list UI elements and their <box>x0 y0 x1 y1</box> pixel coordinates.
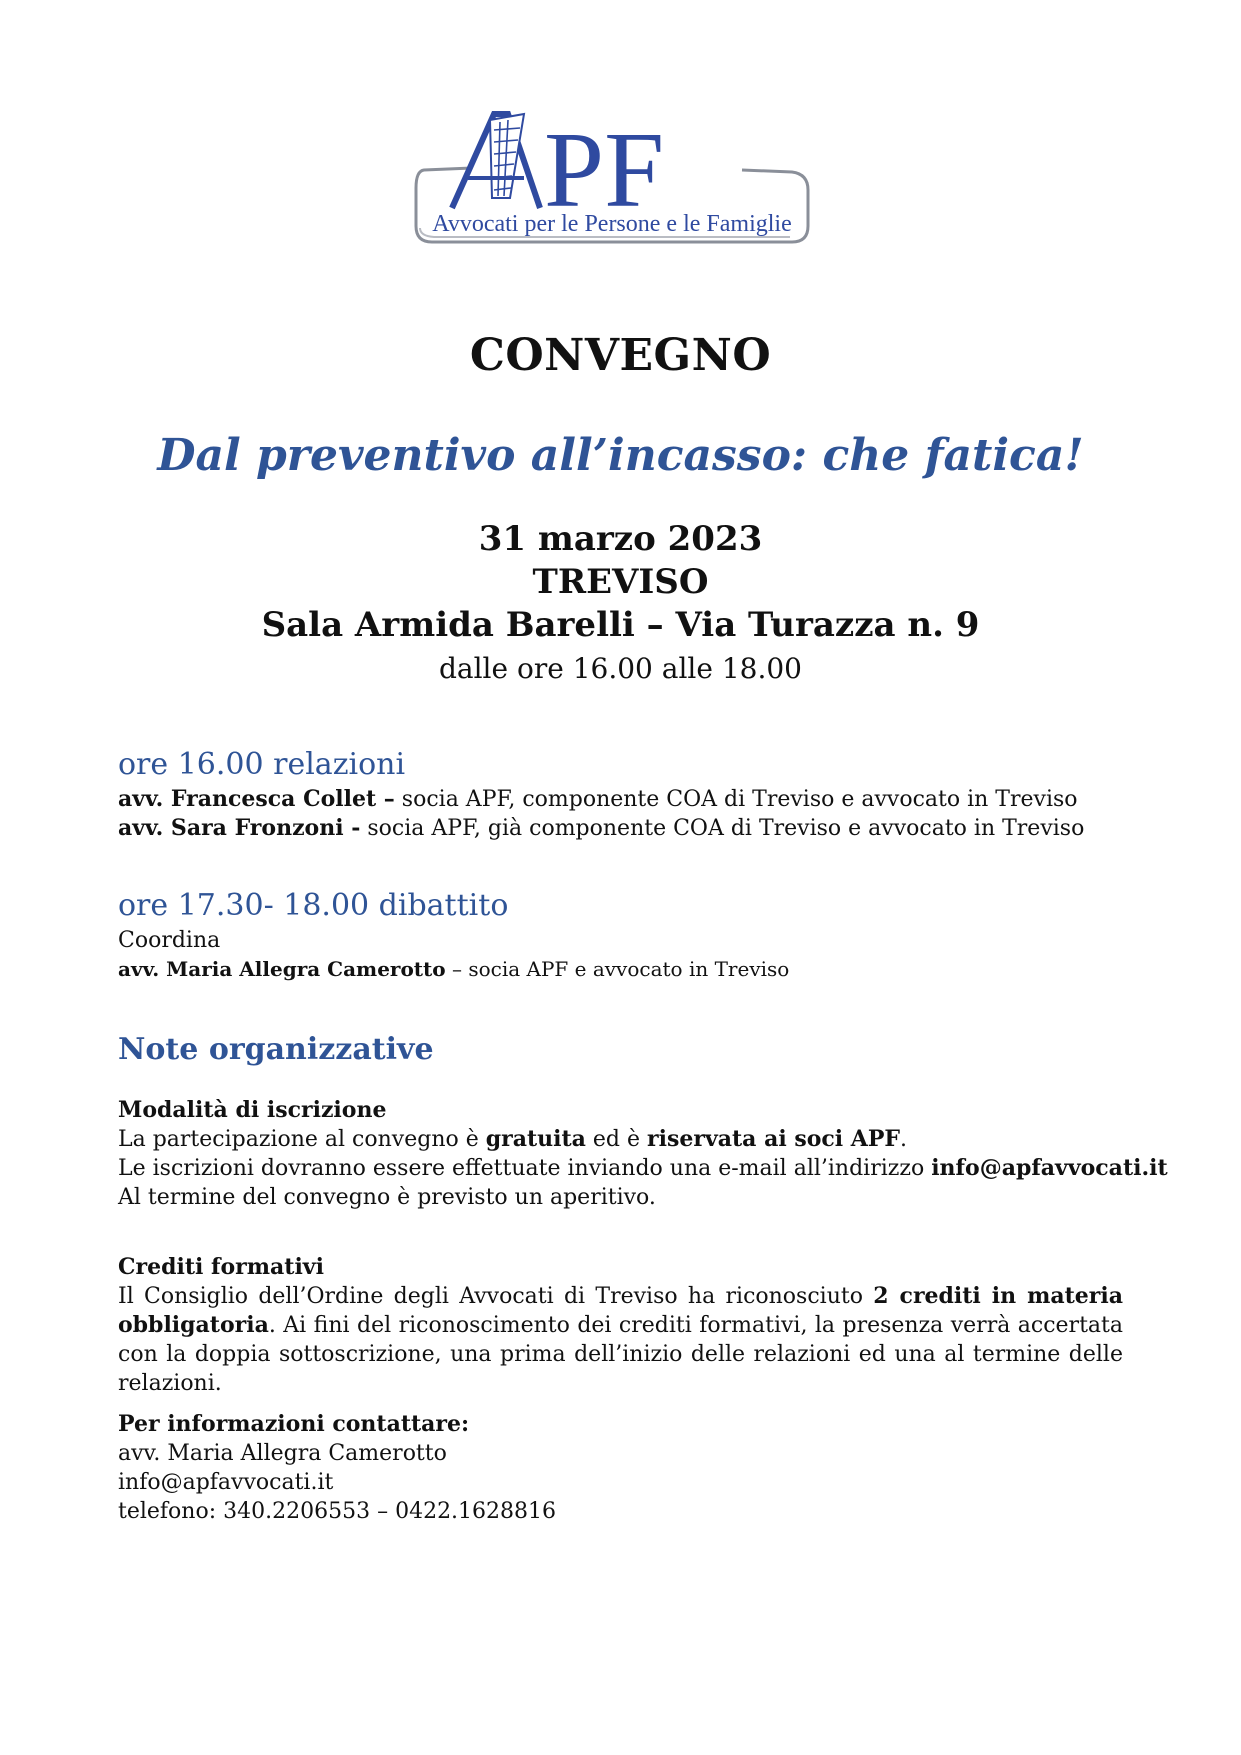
event-title: Dal preventivo all’incasso: che fatica! <box>157 430 1084 481</box>
speakers-list <box>118 785 1123 843</box>
coordina-label: Coordina <box>118 928 221 953</box>
event-type: CONVEGNO <box>469 330 772 381</box>
apf-logo <box>412 108 812 248</box>
coordinator: avv. Maria Allegra Camerotto – socia APF e avvocato in Treviso <box>118 957 790 981</box>
iscrizione-line-1: La partecipazione al convegno è gratuita ed è riservata ai soci APF. <box>118 1126 908 1152</box>
iscrizione-title: Modalità di iscrizione <box>118 1097 387 1123</box>
crediti-block <box>118 1253 1123 1398</box>
contatti-name: avv. Maria Allegra Camerotto <box>118 1441 447 1466</box>
notes-heading: Note organizzative <box>118 1032 434 1067</box>
speaker-1: avv. Francesca Collet – socia APF, componente COA di Treviso e avvocato in Treviso <box>118 786 1078 812</box>
contatti-title: Per informazioni contattare: <box>118 1411 470 1437</box>
dibattito-heading: ore 17.30- 18.00 dibattito <box>118 888 509 923</box>
iscrizione-line-3: Al termine del convegno è previsto un aperitivo. <box>118 1185 656 1210</box>
speaker-2: avv. Sara Fronzoni - socia APF, già componente COA di Treviso e avvocato in Treviso <box>118 815 1085 841</box>
event-date: 31 marzo 2023 <box>478 519 763 559</box>
crediti-title: Crediti formativi <box>118 1254 324 1280</box>
iscrizione-block <box>118 1096 1168 1212</box>
contatti-email: info@apfavvocati.it <box>118 1470 334 1495</box>
iscrizione-line-2: Le iscrizioni dovranno essere effettuate inviando una e-mail all’indirizzo info@apfavvocati.it <box>118 1155 1168 1181</box>
contatti-block <box>118 1410 1123 1526</box>
iscrizione-email: info@apfavvocati.it <box>931 1155 1168 1181</box>
relazioni-heading: ore 16.00 relazioni <box>118 747 406 782</box>
event-city: TREVISO <box>532 562 709 602</box>
coordinator-block <box>118 926 1123 984</box>
event-venue: Sala Armida Barelli – Via Turazza n. 9 <box>261 605 980 645</box>
crediti-paragraph: Il Consiglio dell’Ordine degli Avvocati di Treviso ha riconosciuto 2 crediti in materia obbligatoria. Ai fini del riconoscimento dei crediti formativi, la presenza verrà accertata con la doppia sottoscrizione, una prima dell’inizio delle relazioni ed una al termine delle relazioni. <box>118 1283 1123 1396</box>
event-hours: dalle ore 16.00 alle 18.00 <box>438 652 802 685</box>
apf-logo-tagline: Avvocati per le Persone e le Famiglie <box>432 211 792 237</box>
svg-text:PF: PF <box>544 111 665 230</box>
contatti-phone: telefono: 340.2206553 – 0422.1628816 <box>118 1499 557 1524</box>
